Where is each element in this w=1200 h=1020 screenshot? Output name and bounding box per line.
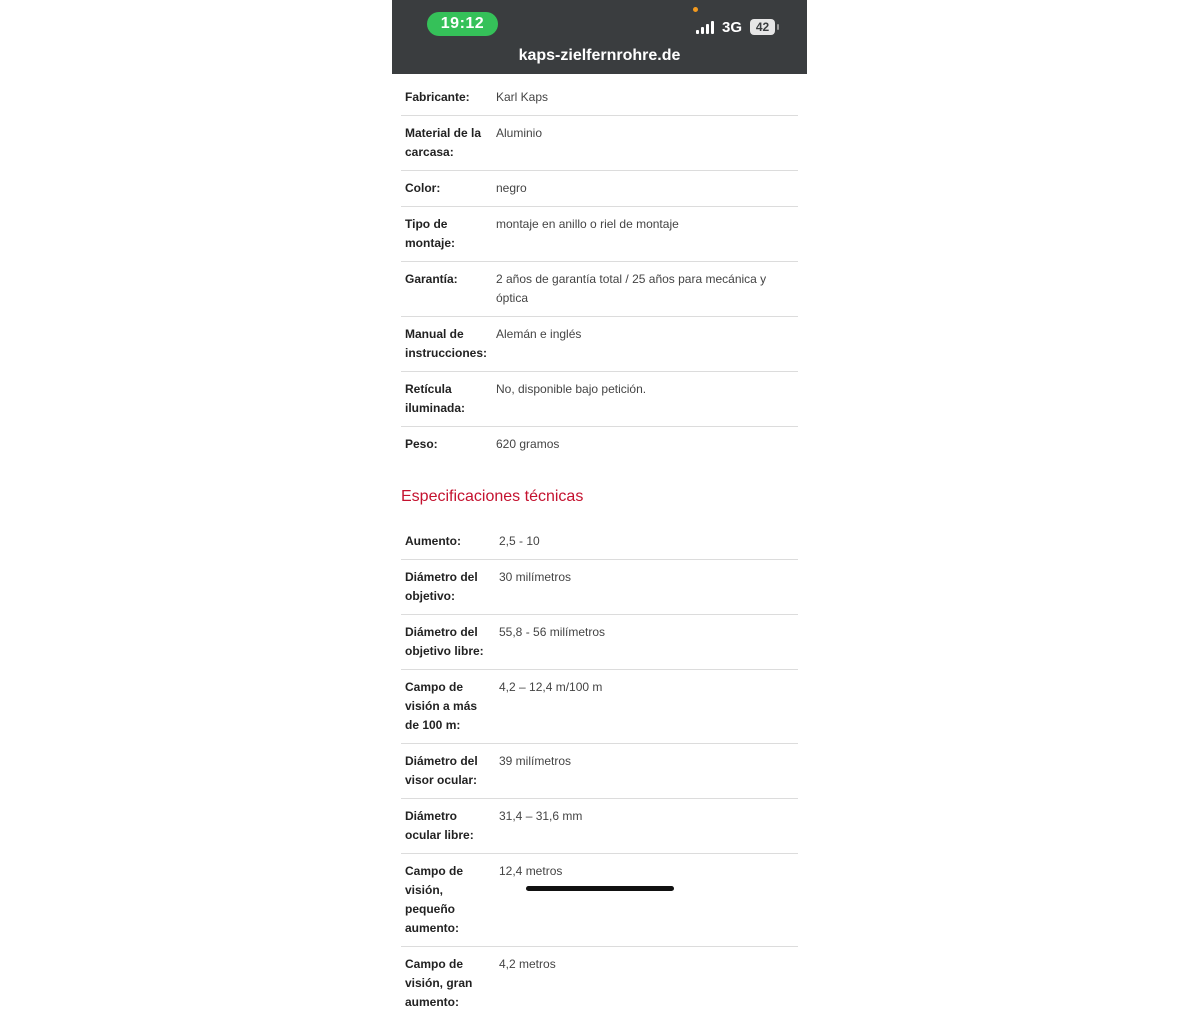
spec-value: 30 milímetros: [495, 560, 798, 615]
browser-top-bar: [392, 0, 807, 74]
spec-value: 55,8 - 56 milímetros: [495, 615, 798, 670]
spec-label: Material de la carcasa:: [401, 116, 492, 171]
spec-row: [401, 947, 798, 1020]
spec-row: [401, 670, 798, 744]
spec-row: [401, 372, 798, 427]
network-type: 3G: [722, 19, 742, 36]
spec-label: Retícula iluminada:: [401, 372, 492, 427]
spec-value: No, disponible bajo petición.: [492, 372, 798, 427]
spec-label: Campo de visión, gran aumento:: [401, 947, 495, 1020]
home-indicator[interactable]: [526, 886, 674, 891]
spec-value: 39 milímetros: [495, 744, 798, 799]
spec-label: Campo de visión, pequeño aumento:: [401, 854, 495, 947]
spec-row: [401, 560, 798, 615]
spec-label: Diámetro del visor ocular:: [401, 744, 495, 799]
spec-label: Peso:: [401, 427, 492, 463]
spec-value: Karl Kaps: [492, 80, 798, 116]
spec-row: [401, 615, 798, 670]
spec-label: Diámetro ocular libre:: [401, 799, 495, 854]
cellular-signal-icon: [696, 21, 714, 34]
spec-value: Alemán e inglés: [492, 317, 798, 372]
spec-label: Manual de instrucciones:: [401, 317, 492, 372]
spec-label: Aumento:: [401, 524, 495, 560]
technical-specs-table: [401, 524, 798, 1020]
spec-row: [401, 171, 798, 207]
spec-value: 12,4 metros: [495, 854, 798, 947]
privacy-indicator-dot: [693, 7, 698, 12]
spec-value: negro: [492, 171, 798, 207]
spec-value: 31,4 – 31,6 mm: [495, 799, 798, 854]
spec-row: [401, 207, 798, 262]
spec-value: 620 gramos: [492, 427, 798, 463]
spec-label: Diámetro del objetivo libre:: [401, 615, 495, 670]
status-time: 19:12: [427, 12, 498, 36]
spec-label: Diámetro del objetivo:: [401, 560, 495, 615]
spec-label: Campo de visión a más de 100 m:: [401, 670, 495, 744]
address-bar-url[interactable]: kaps-zielfernrohre.de: [392, 47, 807, 65]
section-heading: Especificaciones técnicas: [401, 488, 798, 506]
general-specs-table: [401, 80, 798, 462]
spec-value: Aluminio: [492, 116, 798, 171]
page-content: [401, 80, 798, 1020]
spec-value: 4,2 – 12,4 m/100 m: [495, 670, 798, 744]
spec-label: Tipo de montaje:: [401, 207, 492, 262]
spec-row: [401, 799, 798, 854]
spec-row: [401, 427, 798, 463]
spec-row: [401, 116, 798, 171]
spec-row: [401, 317, 798, 372]
spec-label: Fabricante:: [401, 80, 492, 116]
spec-row: [401, 854, 798, 947]
spec-value: 4,2 metros: [495, 947, 798, 1020]
phone-screen: [392, 0, 807, 900]
spec-row: [401, 524, 798, 560]
spec-row: [401, 744, 798, 799]
spec-value: montaje en anillo o riel de montaje: [492, 207, 798, 262]
spec-value: 2,5 - 10: [495, 524, 798, 560]
spec-value: 2 años de garantía total / 25 años para mecánica y óptica: [492, 262, 798, 317]
battery-icon: 42: [750, 19, 775, 35]
spec-row: [401, 80, 798, 116]
battery-tip: [777, 24, 779, 30]
spec-label: Color:: [401, 171, 492, 207]
spec-label: Garantía:: [401, 262, 492, 317]
spec-row: [401, 262, 798, 317]
